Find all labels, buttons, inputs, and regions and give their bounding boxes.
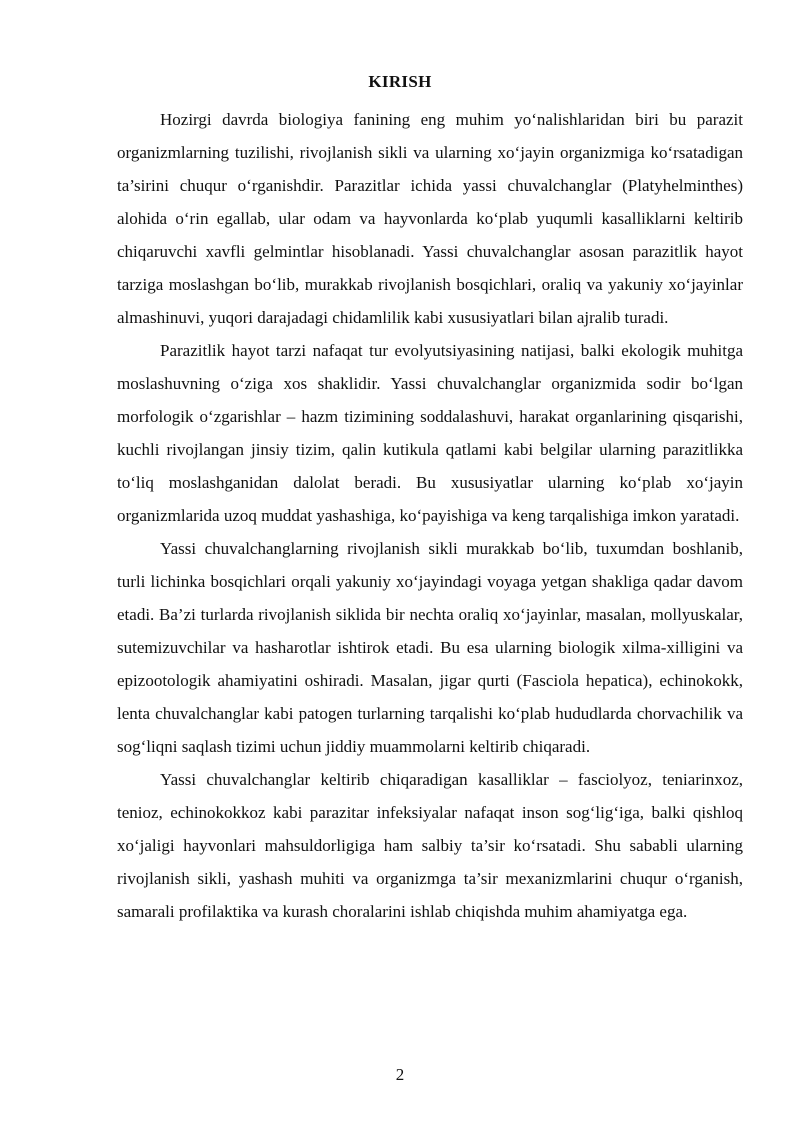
page-number: 2	[395, 1065, 405, 1084]
paragraph: Hozirgi davrda biologiya fanining eng muhim yo‘nalishlaridan biri bu parazit organizmlarning tuzilishi, rivojlanish sikli va ularning xo‘jayin organizmiga ko‘rsatadigan ta’sirini chuqur o‘rganishdir. Parazitlar ichida yassi chuvalchanglar (Platyhelminthes) alohida o‘rin egallab, ular odam va hayvonlarda ko‘plab yuqumli kasalliklarni keltirib chiqaruvchi xavfli gelmintlar hisoblanadi. Yassi chuvalchanglar asosan parazitlik hayot tarziga moslashgan bo‘lib, murakkab rivojlanish bosqichlari, oraliq va yakuniy xo‘jayinlar almashinuvi, yuqori darajadagi chidamlilik kabi xususiyatlari bilan ajralib turadi.	[117, 110, 743, 327]
paragraph: Yassi chuvalchanglar keltirib chiqaradigan kasalliklar – fasciolyoz, teniarinxoz, tenioz, echinokokkoz kabi parazitar infeksiyalar nafaqat inson sog‘lig‘iga, balki qishloq xo‘jaligi hayvonlari mahsuldorligiga ham salbiy ta’sir ko‘rsatadi. Shu sababli ularning rivojlanish sikli, yashash muhiti va organizmga ta’sir mexanizmlarini chuqur o‘rganish, samarali profilaktika va kurash choralarini ishlab chiqishda muhim ahamiyatga ega.	[117, 770, 743, 921]
document-body	[117, 103, 743, 928]
page-title: KIRISH	[368, 72, 432, 91]
paragraph: Yassi chuvalchanglarning rivojlanish sikli murakkab bo‘lib, tuxumdan boshlanib, turli lichinka bosqichlari orqali yakuniy xo‘jayindagi voyaga yetgan shakliga qadar davom etadi. Ba’zi turlarda rivojlanish siklida bir nechta oraliq xo‘jayinlar, masalan, mollyuskalar, sutemizuvchilar va hasharotlar ishtirok etadi. Bu esa ularning biologik xilma-xilligini va epizootologik ahamiyatini oshiradi. Masalan, jigar qurti (Fasciola hepatica), echinokokk, lenta chuvalchanglar kabi patogen turlarning tarqalishi ko‘plab hududlarda chorvachilik va sog‘liqni saqlash tizimi uchun jiddiy muammolarni keltirib chiqaradi.	[117, 539, 743, 756]
paragraph: Parazitlik hayot tarzi nafaqat tur evolyutsiyasining natijasi, balki ekologik muhitga moslashuvning o‘ziga xos shaklidir. Yassi chuvalchanglar organizmida sodir bo‘lgan morfologik o‘zgarishlar – hazm tizimining soddalashuvi, harakat organlarining qisqarishi, kuchli rivojlangan jinsiy tizim, qalin kutikula qatlami kabi belgilar ularning parazitlikka to‘liq moslashganidan dalolat beradi. Bu xususiyatlar ularning ko‘plab xo‘jayin organizmlarida uzoq muddat yashashiga, ko‘payishiga va keng tarqalishiga imkon yaratadi.	[117, 341, 743, 525]
